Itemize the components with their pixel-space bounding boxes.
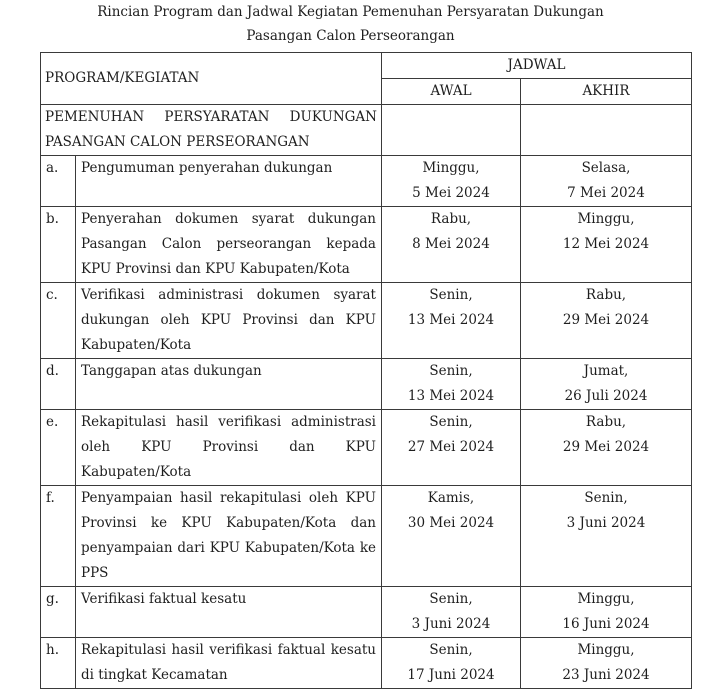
jadwal-header: JADWAL <box>382 53 692 79</box>
akhir-date-date: 23 Juni 2024 <box>562 667 650 683</box>
activity-description: Pengumuman penyerahan dukungan <box>76 156 382 207</box>
row-letter: f. <box>41 486 76 587</box>
row-letter: b. <box>41 207 76 283</box>
awal-date-cell <box>382 410 521 486</box>
header-row <box>41 53 692 79</box>
awal-date-day: Senin, <box>429 591 473 607</box>
akhir-date-date: 29 Mei 2024 <box>562 312 650 328</box>
akhir-date-cell <box>521 207 692 283</box>
section-title-line-2: PASANGAN CALON PERSEORANGAN <box>45 134 310 150</box>
program-header: PROGRAM/KEGIATAN <box>41 53 382 105</box>
awal-date-date: 27 Mei 2024 <box>407 439 495 455</box>
akhir-date-day: Minggu, <box>577 591 635 607</box>
awal-date-day: Senin, <box>429 642 473 658</box>
section-awal-cell <box>382 105 521 156</box>
row-letter: a. <box>41 156 76 207</box>
awal-date-cell <box>382 638 521 689</box>
akhir-date-day: Minggu, <box>577 642 635 658</box>
awal-date-day: Senin, <box>429 363 473 379</box>
awal-header: AWAL <box>382 79 521 105</box>
awal-date-cell <box>382 486 521 587</box>
awal-date-date: 30 Mei 2024 <box>407 515 495 531</box>
table-row <box>41 486 692 587</box>
section-akhir-cell <box>521 105 692 156</box>
akhir-date-date: 29 Mei 2024 <box>562 439 650 455</box>
activity-description: Rekapitulasi hasil verifikasi administrasi oleh KPU Provinsi dan KPU Kabupaten/Kota <box>76 410 382 486</box>
akhir-date-date: 26 Juli 2024 <box>564 388 648 404</box>
table-row <box>41 283 692 359</box>
akhir-date-cell <box>521 587 692 638</box>
section-row <box>41 105 692 156</box>
activity-description: Verifikasi administrasi dokumen syarat dukungan oleh KPU Provinsi dan KPU Kabupaten/Kota <box>76 283 382 359</box>
section-title <box>41 105 382 156</box>
akhir-date-date: 3 Juni 2024 <box>566 515 646 531</box>
activity-description: Penyerahan dokumen syarat dukungan Pasangan Calon perseorangan kepada KPU Provinsi dan KPU Kabupaten/Kota <box>76 207 382 283</box>
awal-date-day: Rabu, <box>430 211 472 227</box>
awal-date-day: Kamis, <box>427 490 475 506</box>
table-row <box>41 410 692 486</box>
table-row <box>41 638 692 689</box>
schedule-table <box>40 52 692 689</box>
row-letter: g. <box>41 587 76 638</box>
schedule-table-body <box>41 53 692 689</box>
row-letter: c. <box>41 283 76 359</box>
akhir-date-day: Senin, <box>584 490 628 506</box>
awal-date-date: 13 Mei 2024 <box>407 388 495 404</box>
awal-date-cell <box>382 283 521 359</box>
akhir-date-date: 16 Juni 2024 <box>562 616 650 632</box>
akhir-date-cell <box>521 486 692 587</box>
awal-date-day: Senin, <box>429 287 473 303</box>
awal-date-cell <box>382 587 521 638</box>
table-row <box>41 156 692 207</box>
akhir-date-date: 12 Mei 2024 <box>562 236 650 252</box>
akhir-date-cell <box>521 638 692 689</box>
awal-date-day: Senin, <box>429 414 473 430</box>
awal-date-day: Minggu, <box>422 160 480 176</box>
akhir-date-day: Rabu, <box>585 414 627 430</box>
awal-date-date: 3 Juni 2024 <box>411 616 491 632</box>
activity-description: Rekapitulasi hasil verifikasi faktual kesatu di tingkat Kecamatan <box>76 638 382 689</box>
table-row <box>41 207 692 283</box>
akhir-date-day: Minggu, <box>577 211 635 227</box>
awal-date-date: 17 Juni 2024 <box>407 667 495 683</box>
table-row <box>41 359 692 410</box>
activity-description: Verifikasi faktual kesatu <box>76 587 382 638</box>
row-letter: e. <box>41 410 76 486</box>
akhir-date-cell <box>521 283 692 359</box>
akhir-date-cell <box>521 156 692 207</box>
activity-description: Penyampaian hasil rekapitulasi oleh KPU Provinsi ke KPU Kabupaten/Kota dan penyampaian dari KPU Kabupaten/Kota ke PPS <box>76 486 382 587</box>
awal-date-cell <box>382 156 521 207</box>
row-letter: d. <box>41 359 76 410</box>
awal-date-date: 13 Mei 2024 <box>407 312 495 328</box>
table-row <box>41 587 692 638</box>
section-title-line-1: PEMENUHAN PERSYARATAN DUKUNGAN <box>45 109 377 125</box>
awal-date-date: 8 Mei 2024 <box>412 236 490 252</box>
document-title-line-1: Rincian Program dan Jadwal Kegiatan Pemenuhan Persyaratan Dukungan <box>97 4 604 20</box>
activity-description: Tanggapan atas dukungan <box>76 359 382 410</box>
akhir-date-date: 7 Mei 2024 <box>567 185 645 201</box>
akhir-header: AKHIR <box>521 79 692 105</box>
awal-date-cell <box>382 207 521 283</box>
akhir-date-day: Jumat, <box>583 363 629 379</box>
akhir-date-cell <box>521 359 692 410</box>
akhir-date-day: Selasa, <box>581 160 631 176</box>
row-letter: h. <box>41 638 76 689</box>
awal-date-date: 5 Mei 2024 <box>412 185 490 201</box>
akhir-date-cell <box>521 410 692 486</box>
akhir-date-day: Rabu, <box>585 287 627 303</box>
document-title-line-2: Pasangan Calon Perseorangan <box>246 28 455 44</box>
awal-date-cell <box>382 359 521 410</box>
